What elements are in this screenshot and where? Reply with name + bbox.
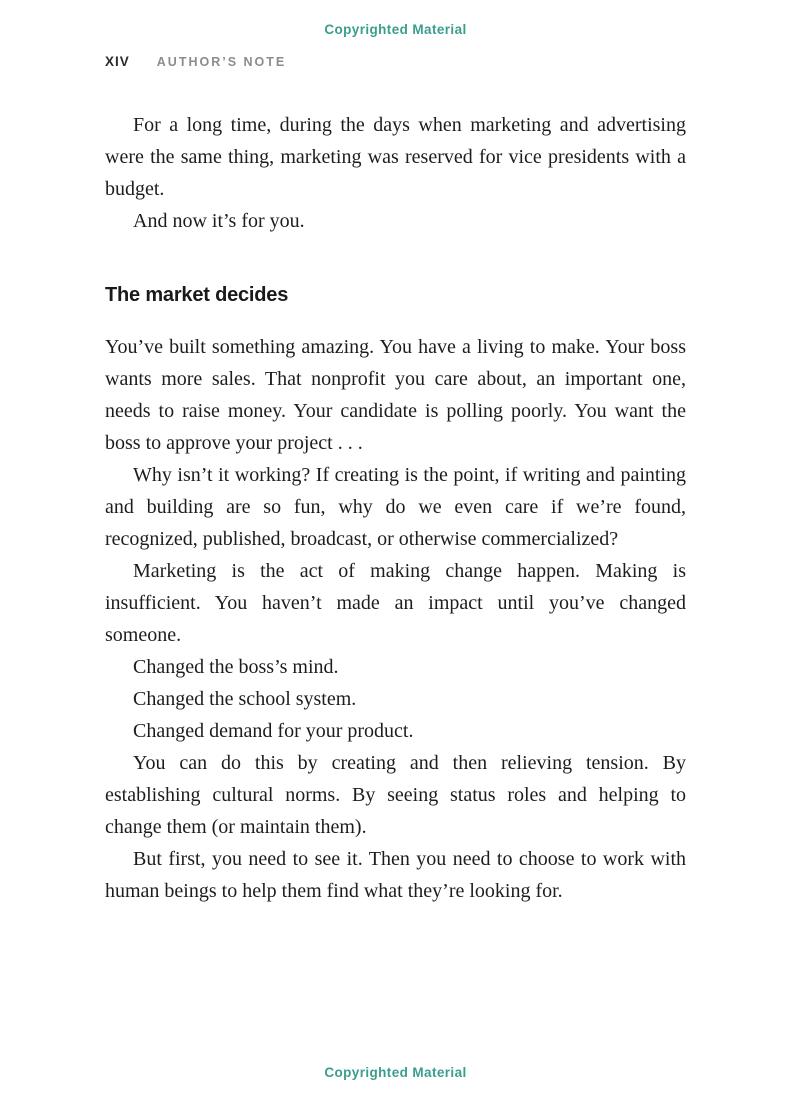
paragraph: Why isn’t it working? If creating is the point, if writing and painting and building are so fun, why do we even care if we’re found, recognized, published, broadcast, or otherwise commercialized? [105, 464, 686, 550]
copyright-notice-top: Copyrighted Material [324, 22, 467, 37]
paragraph: And now it’s for you. [133, 210, 305, 232]
running-head [105, 54, 686, 69]
paragraph: You can do this by creating and then relieving tension. By establishing cultural norms. By seeing status roles and helping to change them (or maintain them). [105, 752, 686, 838]
copyright-notice-bottom: Copyrighted Material [324, 1065, 467, 1080]
paragraph: Changed the school system. [133, 688, 357, 710]
paragraph: Changed the boss’s mind. [133, 656, 339, 678]
paragraph: Changed demand for your product. [133, 720, 414, 742]
section-heading: The market decides [105, 284, 289, 306]
paragraph: But first, you need to see it. Then you need to choose to work with human beings to help them find what they’re looking for. [105, 848, 686, 902]
page-body [105, 109, 686, 907]
running-title: AUTHOR’S NOTE [156, 55, 287, 69]
paragraph: Marketing is the act of making change happen. Making is insufficient. You haven’t made an impact until you’ve changed someone. [105, 560, 686, 646]
paragraph: For a long time, during the days when marketing and advertising were the same thing, marketing was reserved for vice presidents with a budget. [105, 114, 686, 200]
paragraph: You’ve built something amazing. You have a living to make. Your boss wants more sales. That nonprofit you care about, an important one, needs to raise money. Your candidate is polling poorly. You want the boss to approve your project . . . [105, 336, 686, 454]
page-number: XIV [105, 54, 130, 69]
